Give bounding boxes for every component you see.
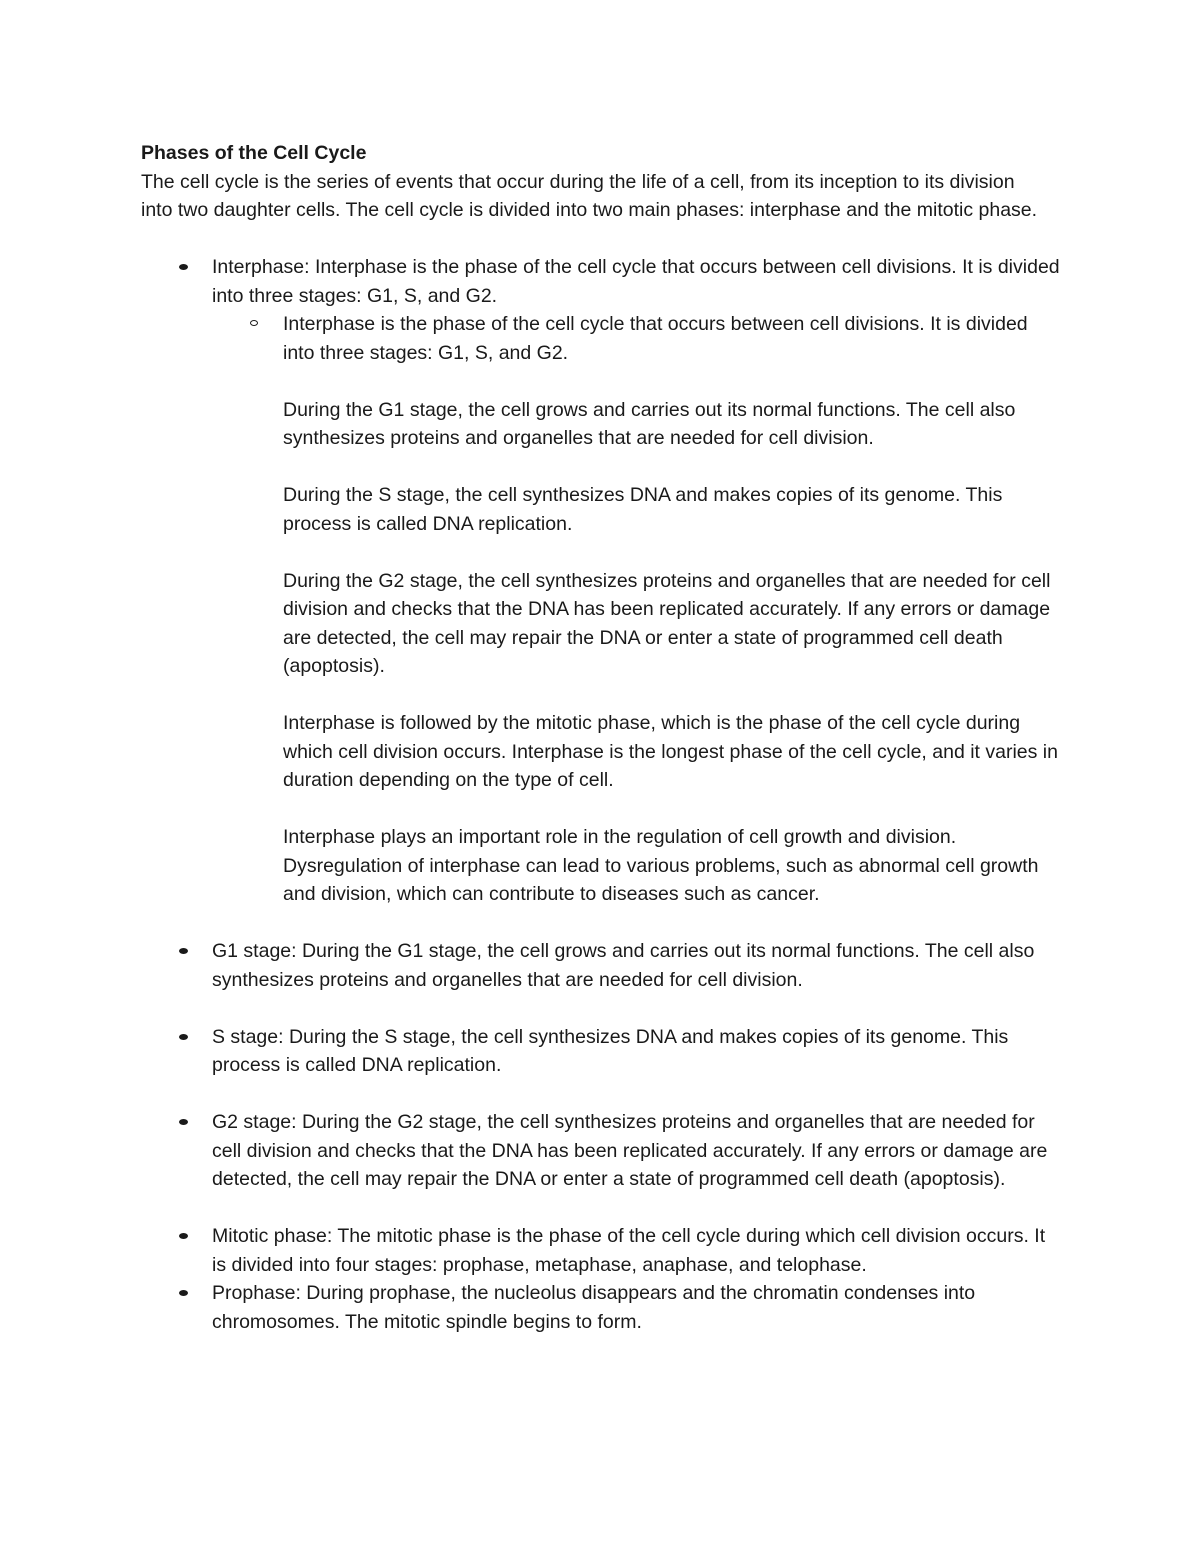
hollow-bullet-icon <box>250 320 258 326</box>
document-page <box>141 139 1061 1336</box>
list-item-text: Prophase: During prophase, the nucleolus disappears and the chromatin condenses into chromosomes. The mitotic spindle begins to form. <box>212 1282 976 1333</box>
bullet-icon <box>179 1290 188 1296</box>
list-item-text: Interphase: Interphase is the phase of the cell cycle that occurs between cell divisions. It is divided into three stages: G1, S, and G2. <box>212 256 1060 307</box>
sub-paragraph: During the S stage, the cell synthesizes DNA and makes copies of its genome. This process is called DNA replication. <box>283 484 1003 535</box>
bullet-icon <box>179 1119 188 1125</box>
sub-paragraph: During the G2 stage, the cell synthesizes proteins and organelles that are needed for cell division and checks that the DNA has been replicated accurately. If any errors or damage are detected, the cell may repair the DNA or enter a state of programmed cell death (apoptosis). <box>283 569 1051 677</box>
sub-paragraph: During the G1 stage, the cell grows and carries out its normal functions. The cell also synthesizes proteins and organelles that are needed for cell division. <box>283 398 1016 449</box>
spacer <box>141 225 1061 254</box>
list-item-mitotic <box>141 1222 1062 1279</box>
list-item-interphase <box>141 253 1062 909</box>
list-item-text: S stage: During the S stage, the cell synthesizes DNA and makes copies of its genome. This process is called DNA replication. <box>212 1025 1009 1076</box>
sub-list-item <box>212 310 1063 909</box>
bullet-icon <box>179 264 188 270</box>
bullet-list <box>141 253 1061 1336</box>
bullet-icon <box>179 948 188 954</box>
bullet-icon <box>179 1233 188 1239</box>
intro-paragraph: The cell cycle is the series of events that occur during the life of a cell, from its inception to its division into two daughter cells. The cell cycle is divided into two main phases: interphase and the mitotic phase. <box>141 170 1038 221</box>
list-item-text: G2 stage: During the G2 stage, the cell synthesizes proteins and organelles that are needed for cell division and checks that the DNA has been replicated accurately. If any errors or damage are detected, the cell may repair the DNA or enter a state of programmed cell death (apoptosis). <box>212 1111 1048 1190</box>
list-item-prophase <box>141 1279 1062 1336</box>
list-item-text: G1 stage: During the G1 stage, the cell grows and carries out its normal functions. The cell also synthesizes proteins and organelles that are needed for cell division. <box>212 940 1035 991</box>
sub-paragraph: Interphase is followed by the mitotic phase, which is the phase of the cell cycle during which cell division occurs. Interphase is the longest phase of the cell cycle, and it varies in duration depending on the type of cell. <box>283 712 1058 791</box>
bullet-icon <box>179 1034 188 1040</box>
document-title: Phases of the Cell Cycle <box>141 142 367 164</box>
list-item-g1 <box>141 937 1062 994</box>
list-item-text: Mitotic phase: The mitotic phase is the phase of the cell cycle during which cell division occurs. It is divided into four stages: prophase, metaphase, anaphase, and telophase. <box>212 1225 1046 1276</box>
list-item-s <box>141 1023 1062 1080</box>
list-item-g2 <box>141 1108 1062 1194</box>
sub-paragraph: Interphase plays an important role in the regulation of cell growth and division. Dysregulation of interphase can lead to various problems, such as abnormal cell growth and division, which can contribute to diseases such as cancer. <box>283 826 1039 905</box>
sub-paragraph: Interphase is the phase of the cell cycle that occurs between cell divisions. It is divided into three stages: G1, S, and G2. <box>283 313 1028 364</box>
sub-list <box>212 310 1062 909</box>
